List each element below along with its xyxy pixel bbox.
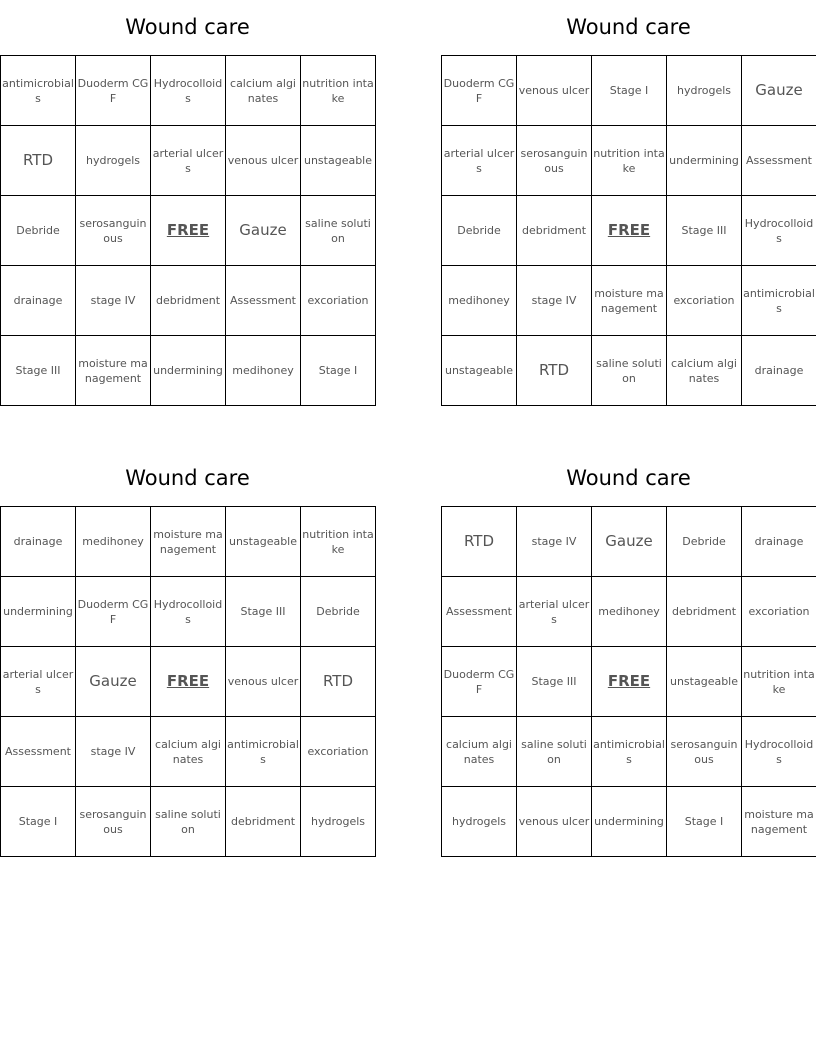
grid-cell: venous ulcer <box>517 56 592 126</box>
grid-cell: moisture management <box>592 266 667 336</box>
grid-cell: Assessment <box>442 577 517 647</box>
grid-cell: venous ulcer <box>226 647 301 717</box>
grid-cell: arterial ulcers <box>442 126 517 196</box>
card-title: Wound care <box>125 15 250 39</box>
grid-cell: Hydrocolloids <box>742 196 816 266</box>
grid-cell: Debride <box>442 196 517 266</box>
grid-cell: unstageable <box>667 647 742 717</box>
grid-row <box>442 507 816 577</box>
card-title: Wound care <box>566 466 691 490</box>
grid-cell: medihoney <box>226 336 301 406</box>
grid-cell: Assessment <box>226 266 301 336</box>
grid-row <box>442 266 816 336</box>
grid-cell: arterial ulcers <box>517 577 592 647</box>
grid-cell: excoriation <box>742 577 816 647</box>
grid-cell: drainage <box>1 507 76 577</box>
grid-cell: antimicrobials <box>226 717 301 787</box>
grid-cell: undermining <box>151 336 226 406</box>
grid-cell: medihoney <box>592 577 667 647</box>
grid-cell: serosanguinous <box>76 787 151 857</box>
grid-cell: unstageable <box>226 507 301 577</box>
bingo-grid <box>441 55 816 406</box>
grid-cell: undermining <box>592 787 667 857</box>
grid-cell: Stage I <box>592 56 667 126</box>
grid-cell: Duoderm CGF <box>76 56 151 126</box>
bingo-grid <box>0 506 376 857</box>
grid-cell: Hydrocolloids <box>151 577 226 647</box>
grid-row <box>1 717 376 787</box>
grid-cell: excoriation <box>301 717 376 787</box>
grid-row <box>442 126 816 196</box>
grid-cell: antimicrobials <box>1 56 76 126</box>
grid-cell: drainage <box>742 507 816 577</box>
grid-cell: debridment <box>517 196 592 266</box>
grid-cell: drainage <box>742 336 816 406</box>
grid-cell: medihoney <box>76 507 151 577</box>
grid-cell: medihoney <box>442 266 517 336</box>
grid-cell: Debride <box>301 577 376 647</box>
grid-cell: unstageable <box>301 126 376 196</box>
grid-cell: moisture management <box>742 787 816 857</box>
grid-cell: RTD <box>301 647 376 717</box>
grid-cell: venous ulcer <box>517 787 592 857</box>
card-title: Wound care <box>566 15 691 39</box>
card-title: Wound care <box>125 466 250 490</box>
grid-cell: moisture management <box>151 507 226 577</box>
grid-cell: nutrition intake <box>301 507 376 577</box>
grid-cell: Gauze <box>226 196 301 266</box>
grid-row <box>1 266 376 336</box>
grid-row <box>1 336 376 406</box>
grid-cell: arterial ulcers <box>1 647 76 717</box>
grid-cell: saline solution <box>301 196 376 266</box>
grid-row <box>442 336 816 406</box>
bingo-card-2 <box>441 0 816 406</box>
grid-cell: hydrogels <box>76 126 151 196</box>
grid-cell: Gauze <box>76 647 151 717</box>
grid-cell: Stage III <box>1 336 76 406</box>
grid-cell: venous ulcer <box>226 126 301 196</box>
grid-row <box>442 787 816 857</box>
grid-cell: undermining <box>667 126 742 196</box>
grid-cell: saline solution <box>151 787 226 857</box>
grid-cell: Debride <box>667 507 742 577</box>
free-space: FREE <box>592 647 667 717</box>
grid-cell: hydrogels <box>442 787 517 857</box>
grid-cell: excoriation <box>667 266 742 336</box>
grid-cell: Stage III <box>517 647 592 717</box>
grid-cell: serosanguinous <box>517 126 592 196</box>
grid-cell: stage IV <box>517 266 592 336</box>
grid-cell: saline solution <box>592 336 667 406</box>
grid-cell: nutrition intake <box>592 126 667 196</box>
bingo-card-1 <box>0 0 375 406</box>
grid-row <box>1 787 376 857</box>
grid-cell: RTD <box>517 336 592 406</box>
grid-cell: hydrogels <box>301 787 376 857</box>
free-space: FREE <box>151 196 226 266</box>
grid-cell: Hydrocolloids <box>742 717 816 787</box>
grid-cell: Assessment <box>742 126 816 196</box>
grid-cell: Duoderm CGF <box>76 577 151 647</box>
grid-row <box>1 507 376 577</box>
grid-cell: serosanguinous <box>76 196 151 266</box>
grid-cell: drainage <box>1 266 76 336</box>
grid-row <box>442 717 816 787</box>
bingo-grid <box>441 506 816 857</box>
grid-cell: unstageable <box>442 336 517 406</box>
bingo-card-3 <box>0 451 375 857</box>
grid-cell: nutrition intake <box>301 56 376 126</box>
grid-cell: Hydrocolloids <box>151 56 226 126</box>
grid-cell: Stage III <box>226 577 301 647</box>
grid-cell: stage IV <box>76 717 151 787</box>
grid-row <box>442 56 816 126</box>
grid-cell: calcium alginates <box>442 717 517 787</box>
grid-row <box>1 577 376 647</box>
grid-cell: hydrogels <box>667 56 742 126</box>
free-space: FREE <box>151 647 226 717</box>
grid-cell: nutrition intake <box>742 647 816 717</box>
bingo-grid <box>0 55 376 406</box>
grid-cell: excoriation <box>301 266 376 336</box>
grid-cell: debridment <box>151 266 226 336</box>
grid-cell: debridment <box>667 577 742 647</box>
grid-cell: Stage I <box>667 787 742 857</box>
grid-cell: RTD <box>1 126 76 196</box>
grid-cell: stage IV <box>76 266 151 336</box>
grid-cell: Stage I <box>1 787 76 857</box>
grid-cell: calcium alginates <box>226 56 301 126</box>
grid-cell: saline solution <box>517 717 592 787</box>
bingo-card-4 <box>441 451 816 857</box>
grid-cell: calcium alginates <box>667 336 742 406</box>
grid-row <box>1 647 376 717</box>
grid-cell: moisture management <box>76 336 151 406</box>
grid-row <box>1 126 376 196</box>
grid-cell: Stage I <box>301 336 376 406</box>
grid-cell: undermining <box>1 577 76 647</box>
grid-row <box>442 577 816 647</box>
grid-row <box>442 196 816 266</box>
free-space: FREE <box>592 196 667 266</box>
grid-cell: Gauze <box>592 507 667 577</box>
grid-cell: Gauze <box>742 56 816 126</box>
grid-cell: antimicrobials <box>592 717 667 787</box>
grid-row <box>442 647 816 717</box>
grid-cell: antimicrobials <box>742 266 816 336</box>
grid-cell: Duoderm CGF <box>442 647 517 717</box>
grid-cell: Assessment <box>1 717 76 787</box>
grid-row <box>1 196 376 266</box>
grid-cell: serosanguinous <box>667 717 742 787</box>
grid-cell: Stage III <box>667 196 742 266</box>
grid-cell: arterial ulcers <box>151 126 226 196</box>
grid-cell: calcium alginates <box>151 717 226 787</box>
grid-cell: RTD <box>442 507 517 577</box>
grid-cell: debridment <box>226 787 301 857</box>
grid-row <box>1 56 376 126</box>
grid-cell: stage IV <box>517 507 592 577</box>
grid-cell: Debride <box>1 196 76 266</box>
grid-cell: Duoderm CGF <box>442 56 517 126</box>
